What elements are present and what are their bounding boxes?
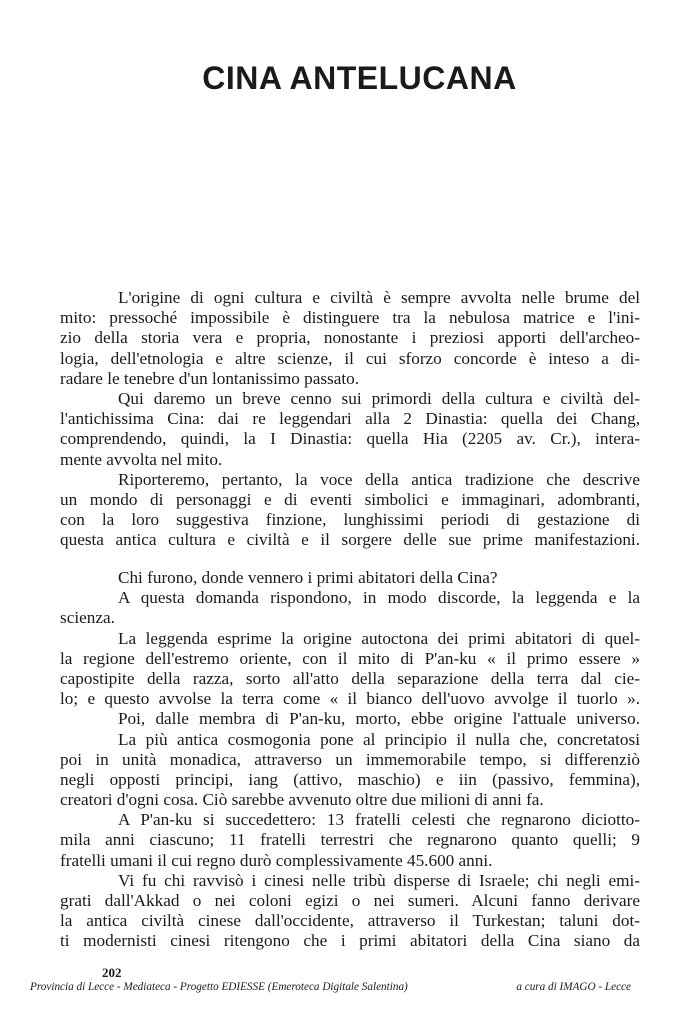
footer-credit-right: a cura di IMAGO - Lecce bbox=[516, 981, 631, 993]
text-line: Qui daremo un breve cenno sui primordi della cultura e civiltà del- bbox=[118, 388, 640, 408]
text-line: La leggenda esprime la origine autoctona dei primi abitatori di quel- bbox=[118, 628, 640, 648]
text-line: A P'an-ku si succedettero: 13 fratelli celesti che regnarono diciotto- bbox=[118, 810, 640, 830]
text-section-2 bbox=[60, 568, 640, 952]
text-line: grati dall'Akkad o nei coloni egizi o nei sumeri. Alcuni fanno derivare bbox=[60, 891, 640, 910]
text-line: scienza. bbox=[60, 608, 115, 628]
text-line: la regione dell'estremo oriente, con il mito di P'an-ku « il primo essere » bbox=[60, 648, 640, 668]
text-line: Riporteremo, pertanto, la voce della antica tradizione che descrive bbox=[118, 469, 640, 489]
text-line: logia, dell'etnologia e altre scienze, il cui sforzo concorde è inteso a di- bbox=[60, 348, 640, 368]
text-line: Poi, dalle membra di P'an-ku, morto, ebbe origine l'attuale universo. bbox=[118, 709, 640, 729]
text-line: negli opposti principi, iang (attivo, maschio) e iin (passivo, femmina), bbox=[60, 769, 640, 789]
text-line: poi in unità monadica, attraverso un immemorabile tempo, si differenziò bbox=[60, 749, 640, 769]
text-line: mila anni ciascuno; 11 fratelli terrestri che regnarono quanto quelli; 9 bbox=[60, 830, 640, 850]
text-line: mente avvolta nel mito. bbox=[60, 449, 223, 469]
text-line: radare le tenebre d'un lontanissimo passato. bbox=[60, 368, 360, 388]
text-line: A questa domanda rispondono, in modo discorde, la leggenda e la bbox=[118, 588, 640, 608]
text-line: con la loro suggestiva finzione, lunghissimi periodi di gestazione di bbox=[60, 510, 640, 530]
text-line: La più antica cosmogonia pone al principio il nulla che, concretatosi bbox=[118, 729, 640, 749]
text-line: ti modernisti cinesi ritengono che i primi abitatori della Cina siano da bbox=[60, 931, 640, 951]
text-line: Chi furono, donde vennero i primi abitatori della Cina? bbox=[118, 568, 498, 587]
page-number: 202 bbox=[102, 965, 122, 980]
page-title: CINA ANTELUCANA bbox=[202, 60, 517, 96]
text-line: L'origine di ogni cultura e civiltà è sempre avvolta nelle brume del bbox=[118, 288, 640, 307]
text-line: comprendendo, quindi, la I Dinastia: quella Hia (2205 av. Cr.), intera- bbox=[60, 429, 640, 449]
footer-credit-left: Provincia di Lecce - Mediateca - Progetto EDIESSE (Emeroteca Digitale Salentina) bbox=[30, 981, 408, 993]
text-line: Vi fu chi ravvisò i cinesi nelle tribù disperse di Israele; chi negli emi- bbox=[118, 870, 640, 890]
text-line: lo; e questo avvolse la terra come « il bianco dell'uovo avvolge il tuorlo ». bbox=[60, 689, 640, 709]
text-line: zio della storia vera e propria, nonostante i preziosi apporti dell'archeo- bbox=[60, 328, 640, 348]
text-line: mito: pressoché impossibile è distinguere tra la nebulosa matrice e l'ini- bbox=[60, 308, 640, 328]
text-line: questa antica cultura e civiltà e il sorgere delle sue prime manifestazioni. bbox=[60, 530, 640, 550]
text-line: capostipite della razza, sorto all'atto della separazione della terra dal cie- bbox=[60, 668, 640, 688]
text-line: un mondo di personaggi e di eventi simbolici e immaginari, adombranti, bbox=[60, 489, 640, 509]
text-line: la antica civiltà cinese dall'occidente, attraverso il Turkestan; taluni dot- bbox=[60, 911, 640, 931]
text-line: l'antichissima Cina: dai re leggendari alla 2 Dinastia: quella dei Chang, bbox=[60, 409, 640, 429]
text-line: fratelli umani il cui regno durò complessivamente 45.600 anni. bbox=[60, 850, 493, 870]
text-line: creatori d'ogni cosa. Ciò sarebbe avvenuto oltre due milioni di anni fa. bbox=[60, 790, 544, 810]
text-section-1 bbox=[60, 288, 640, 550]
